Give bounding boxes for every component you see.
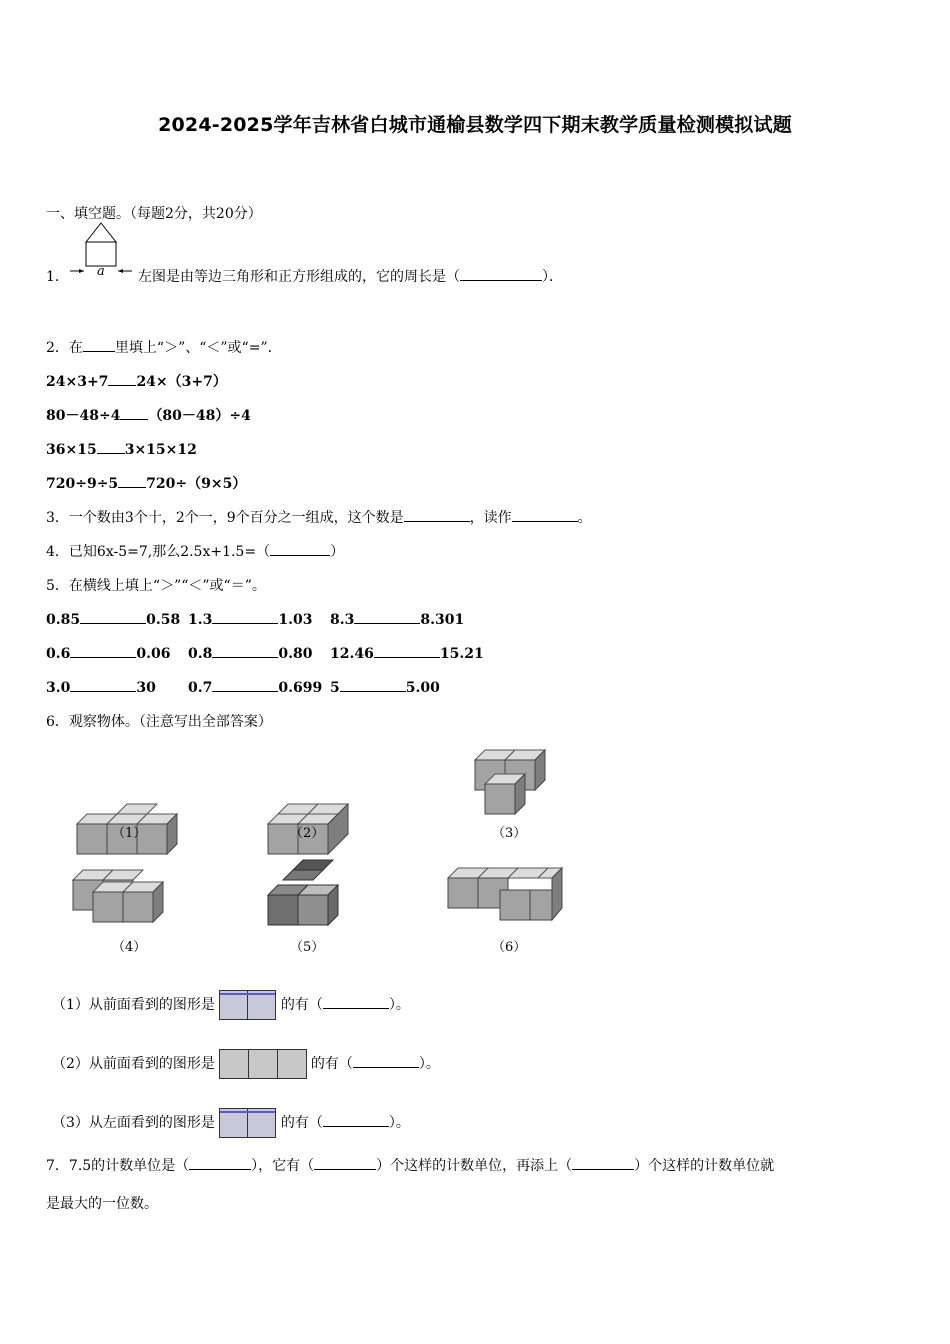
q5-left: 3.0 bbox=[46, 680, 71, 696]
q2-item-right: （80－48）÷4 bbox=[148, 408, 251, 424]
figure-caption: （1） bbox=[112, 826, 147, 841]
q2-item-right: 24×（3+7） bbox=[136, 374, 227, 390]
q5-left: 0.8 bbox=[188, 646, 213, 662]
q2-item-blank[interactable] bbox=[118, 473, 146, 488]
q5-blank[interactable] bbox=[212, 677, 278, 692]
q1-close: ）． bbox=[542, 269, 563, 285]
q6-sub-close: ）。 bbox=[388, 997, 410, 1013]
q7-text: 7．7.5的计数单位是（ bbox=[46, 1158, 190, 1174]
q5-left: 0.6 bbox=[46, 646, 71, 662]
q6-sub-text: 的有（ bbox=[280, 997, 323, 1013]
q5-right: 1.03 bbox=[278, 612, 313, 628]
q5-left: 0.7 bbox=[188, 680, 213, 696]
q6-sub-close: ）。 bbox=[388, 1115, 410, 1131]
q2-item-blank[interactable] bbox=[108, 371, 136, 386]
q5-right: 8.301 bbox=[420, 612, 465, 628]
q5-right: 0.80 bbox=[278, 646, 313, 662]
q2-item-blank[interactable] bbox=[97, 439, 125, 454]
q1-text: 左图是由等边三角形和正方形组成的，它的周长是（ bbox=[138, 269, 460, 285]
q6-answer-blank[interactable] bbox=[323, 994, 389, 1009]
q6-sub-text: 的有（ bbox=[310, 1056, 353, 1072]
q7-unit-blank[interactable] bbox=[189, 1155, 251, 1170]
q4-answer-blank[interactable] bbox=[270, 541, 330, 556]
cube-figure-4 bbox=[73, 870, 163, 922]
q7-text: ）个这样的计数单位就 bbox=[634, 1158, 775, 1174]
q2-stem-b: 里填上“＞”、“＜”或“=”. bbox=[114, 340, 273, 356]
q7-add-blank[interactable] bbox=[572, 1155, 634, 1170]
q5-right: 0.06 bbox=[136, 646, 171, 662]
triangle-square-figure bbox=[66, 218, 136, 279]
q1-number: 1． bbox=[46, 269, 69, 285]
figure-caption: （3） bbox=[492, 826, 527, 841]
q6-sub-close: ）。 bbox=[418, 1056, 440, 1072]
q6-stem: 6．观察物体。（注意写出全部答案） bbox=[46, 714, 272, 730]
q2-item-left: 80－48÷4 bbox=[46, 408, 121, 424]
q6-sub-text: 的有（ bbox=[280, 1115, 323, 1131]
q5-right: 15.21 bbox=[439, 646, 484, 662]
q5-blank[interactable] bbox=[340, 677, 406, 692]
q4-text-b: ） bbox=[330, 544, 345, 560]
q5-left: 12.46 bbox=[330, 646, 374, 662]
q5-stem: 5．在横线上填上“＞”“＜”或“＝”。 bbox=[46, 578, 266, 594]
q5-blank[interactable] bbox=[354, 609, 420, 624]
page-title: 2024-2025学年吉林省白城市通榆县数学四下期末教学质量检测模拟试题 bbox=[158, 114, 792, 136]
q2-stem-blank bbox=[83, 337, 115, 352]
q7-line2: 是最大的一位数。 bbox=[46, 1196, 158, 1212]
cube-figure-3 bbox=[475, 750, 545, 814]
q2-item-right: 3×15×12 bbox=[124, 442, 197, 458]
q3-text-c: 。 bbox=[577, 510, 592, 526]
three-square-view-icon bbox=[219, 1049, 307, 1079]
q5-right: 30 bbox=[136, 680, 156, 696]
q3-number-blank[interactable] bbox=[404, 507, 470, 522]
q5-blank[interactable] bbox=[212, 609, 278, 624]
q7-count-blank[interactable] bbox=[314, 1155, 376, 1170]
q5-blank[interactable] bbox=[70, 677, 136, 692]
cube-figure-6 bbox=[448, 868, 562, 920]
q1-answer-blank[interactable] bbox=[460, 266, 542, 281]
q2-item-blank[interactable] bbox=[120, 405, 148, 420]
q2-item-left: 720÷9÷5 bbox=[46, 476, 119, 492]
q2-stem-a: 2．在 bbox=[46, 340, 83, 356]
q5-blank[interactable] bbox=[374, 643, 440, 658]
two-square-view-icon bbox=[219, 1108, 277, 1138]
q5-blank[interactable] bbox=[212, 643, 278, 658]
q5-left: 5 bbox=[330, 680, 340, 696]
q5-left: 8.3 bbox=[330, 612, 355, 628]
q3-text-b: ，读作 bbox=[469, 510, 512, 526]
q2-item-left: 24×3+7 bbox=[46, 374, 109, 390]
figure-caption: （4） bbox=[112, 940, 147, 955]
q5-blank[interactable] bbox=[70, 643, 136, 658]
cube-figure-5 bbox=[268, 860, 338, 925]
q3-reading-blank[interactable] bbox=[512, 507, 578, 522]
q5-right: 0.699 bbox=[278, 680, 323, 696]
q4-text-a: 4．已知6x-5=7,那么2.5x+1.5=（ bbox=[46, 544, 271, 560]
q6-answer-blank[interactable] bbox=[323, 1112, 389, 1127]
side-label-a: a bbox=[97, 264, 105, 279]
q2-item-right: 720÷（9×5） bbox=[146, 476, 247, 492]
q5-right: 5.00 bbox=[405, 680, 440, 696]
q3-text-a: 3．一个数由3个十，2个一，9个百分之一组成，这个数是 bbox=[46, 510, 404, 526]
q5-left: 0.85 bbox=[46, 612, 81, 628]
q6-sub-text: （3）从左面看到的图形是 bbox=[52, 1115, 215, 1131]
q5-blank[interactable] bbox=[80, 609, 146, 624]
q5-right: 0.58 bbox=[146, 612, 181, 628]
q6-answer-blank[interactable] bbox=[353, 1053, 419, 1068]
figure-caption: （2） bbox=[290, 826, 325, 841]
q7-text: ），它有（ bbox=[251, 1158, 315, 1174]
q6-sub-text: （2）从前面看到的图形是 bbox=[52, 1056, 215, 1072]
q7-text: ）个这样的计数单位，再添上（ bbox=[376, 1158, 573, 1174]
figure-caption: （5） bbox=[290, 940, 325, 955]
section-heading: 一、填空题。（每题2分，共20分） bbox=[46, 206, 262, 222]
q6-sub-text: （1）从前面看到的图形是 bbox=[52, 997, 215, 1013]
q2-item-left: 36×15 bbox=[46, 442, 97, 458]
figure-caption: （6） bbox=[492, 940, 527, 955]
two-square-view-icon bbox=[219, 990, 277, 1020]
q5-left: 1.3 bbox=[188, 612, 213, 628]
